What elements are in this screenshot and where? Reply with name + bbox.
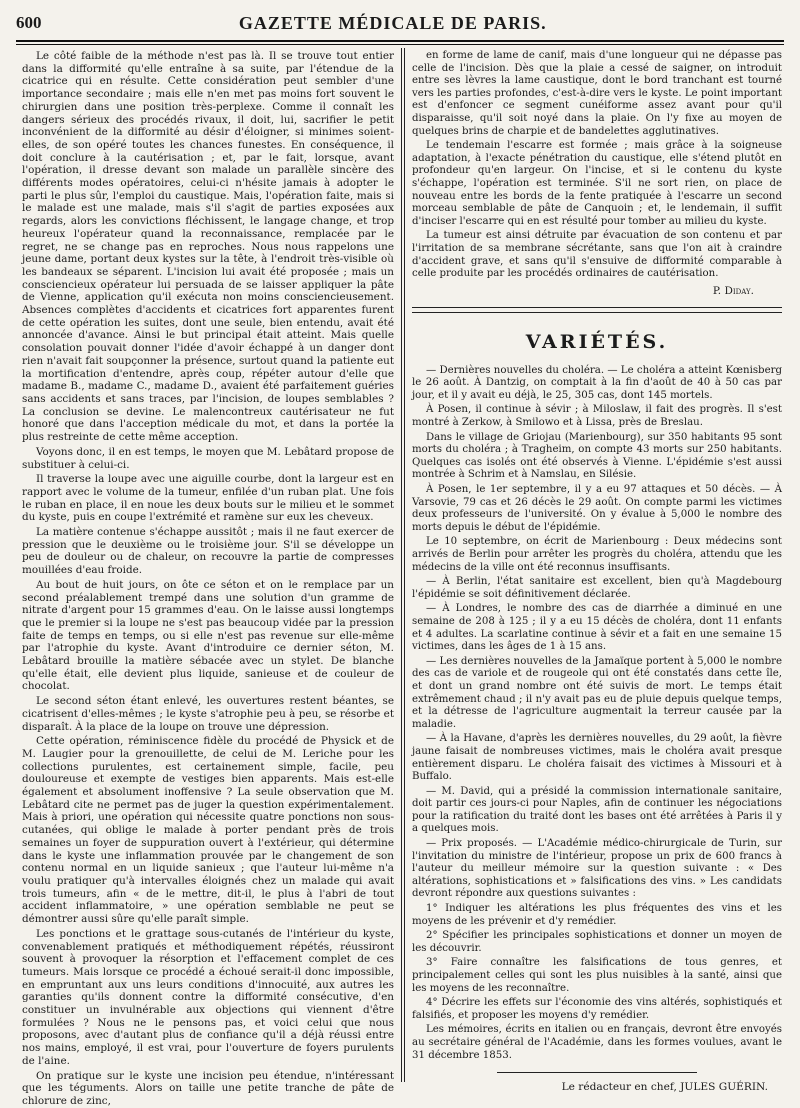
news-paragraph: 3° Faire connaître les falsifications de tous genres, et principalement celles qui sont les plus nuisibles à la santé, ainsi que les moyens de les reconnaître. — [412, 957, 782, 994]
news-paragraph: À Posen, le 1er septembre, il y a eu 97 attaques et 50 décès. — À Varsovie, 79 cas et 26 décès le 29 août. On compte parmi les victimes deux professeurs de l'université. On y évalue à 5,000 le nombre des morts depuis le début de l'épidémie. — [412, 484, 782, 533]
section-rule — [412, 307, 782, 308]
header-rule — [16, 40, 784, 42]
article-paragraph: Le second séton étant enlevé, les ouvertures restent béantes, se cicatrisent d'elles-mêmes ; le kyste s'atrophie peu à peu, se résorbe et disparaît. À la place de la loupe on trouve une dépression. — [22, 695, 394, 733]
left-column — [22, 50, 394, 1107]
page-header — [16, 10, 784, 36]
news-paragraph: Dans le village de Griojau (Marienbourg), sur 350 habitants 95 sont morts du choléra ; à Tragheim, on compte 43 morts sur 250 habitants. Quelques cas isolés ont été observés à Vienne. L'épidémie s'est aussi montrée à Schrim et à Namslau, en Silésie. — [412, 431, 782, 481]
news-paragraph: 1° Indiquer les altérations les plus fréquentes des vins et les moyens de les prévenir et d'y remédier. — [412, 903, 782, 927]
section-title: VARIÉTÉS. — [525, 330, 669, 353]
news-paragraph: Les mémoires, écrits en italien ou en français, devront être envoyés au secrétaire général de l'Académie, dans les formes voulues, avant le 31 décembre 1853. — [412, 1024, 782, 1061]
article-paragraph: Au bout de huit jours, on ôte ce séton et on le remplace par un second préalablement trempé dans une solution d'un gramme de nitrate d'argent pour 15 grammes d'eau. On le laisse aussi longtemps que le premier si la loupe ne s'est pas beaucoup vidée par la pression faite de temps en temps, ou si elle n'est pas revenue sur elle-même par l'atrophie du kyste. Avant d'introduire ce dernier séton, M. Lebâtard brouille la matière sébacée avec un stylet. De blanche qu'elle était, elle devient plus liquide, sanieuse et de couleur de chocolat. — [22, 578, 394, 693]
article-paragraph: en forme de lame de canif, mais d'une longueur qui ne dépasse pas celle de l'incision. Dès que la plaie a cessé de saigner, on introduit entre ses lèvres la lame caustique, dont le bord tranchant est tourné vers les parties profondes, c'est-à-dire vers le kyste. Le point important est d'enfoncer ce segment cunéiforme assez avant pour qu'il disparaisse, qu'il soit noyé dans la plaie. On l'y fixe au moyen de quelques brins de charpie et de bandelettes agglutinatives. — [412, 50, 782, 137]
article-paragraph: Les ponctions et le grattage sous-cutanés de l'intérieur du kyste, convenablement pratiqués et méthodiquement répétés, réussiront souvent à provoquer la résorption et l'effacement complet de ces tumeurs. Mais lorsque ce procédé a échoué serait-il donc impossible, en empruntant aux uns leurs conditions d'innocuité, aux autres les garanties qu'ils donnent contre la difformité consécutive, d'en constituer un invulnérable aux objections qui viennent d'être formulées ? Nous ne le pensons pas, et voici celui que nous proposons, avec d'autant plus de confiance qu'il a déjà réussi entre nos mains, employé, il est vrai, pour l'ouverture de foyers purulents de l'aine. — [22, 927, 394, 1067]
editor-line: Le rédacteur en chef, JULES GUÉRIN. — [561, 1081, 768, 1094]
news-paragraph: — À Londres, le nombre des cas de diarrhée a diminué en une semaine de 208 à 125 ; il y a eu 15 décès de choléra, dont 11 enfants et 4 adultes. La scarlatine continue à sévir et a fait en une semaine 15 victimes, dans les âges de 1 à 15 ans. — [412, 603, 782, 653]
news-paragraph: — M. David, qui a présidé la commission internationale sanitaire, doit partir ces jours-ci pour Naples, afin de continuer les négociations pour la ratification du traité dont les bases ont été arrêtées à Paris il y a quelques mois. — [412, 785, 782, 835]
article-paragraph: Le tendemain l'escarre est formée ; mais grâce à la soigneuse adaptation, à l'exacte pénétration du caustique, elle s'étend plutôt en profondeur qu'en largeur. On l'incise, et si le contenu du kyste s'échappe, l'opération est terminée. S'il ne sort rien, on place de nouveau entre les bords de la fente pratiquée à l'escarre un second morceau semblable de pâte de Canquoin ; et, le lendemain, il suffit d'inciser l'escarre qui en est résulté pour tomber au milieu du kyste. — [412, 140, 782, 227]
column-divider — [401, 48, 402, 1082]
journal-title: GAZETTE MÉDICALE DE PARIS. — [238, 12, 547, 33]
article-paragraph: La matière contenue s'échappe aussitôt ; mais il ne faut exercer de pression que le deuxième ou le troisième jour. S'il se développe un peu de douleur ou de chaleur, on recouvre la partie de compresses mouillées d'eau froide. — [22, 526, 394, 577]
news-paragraph: — Les dernières nouvelles de la Jamaïque portent à 5,000 le nombre des cas de variole et de rougeole qui ont été constatés dans cette île, et dont un grand nombre ont été suivis de mort. Le temps était extrêmement chaud ; il n'y avait pas eu de pluie depuis quelque temps, et la détresse de l'agriculture augmentait la terreur causée par la maladie. — [412, 655, 782, 730]
article-paragraph: Voyons donc, il en est temps, le moyen que M. Lebâtard propose de substituer à celui-ci. — [22, 445, 394, 471]
article-signature: P. Diday. — [712, 284, 754, 297]
article-paragraph: Le côté faible de la méthode n'est pas là. Il se trouve tout entier dans la difformité qu'elle entraîne à sa suite, par l'étendue de la cicatrice qui en résulte. Cette considération peut sembler d'une importance secondaire ; mais elle n'en met pas moins fort souvent le chirurgien dans une position très-perplexe. Comme il connaît les dangers sérieux des procédés rivaux, il doit, lui, sacrifier le petit inconvénient de la difformité au désir d'éloigner, si minimes soient-elles, de son opéré toutes les chances funestes. En conséquence, il doit conclure à la cautérisation ; et, par le fait, lorsque, avant l'opération, il dresse devant son malade un parallèle sincère des différents modes opératoires, celui-ci n'hésite jamais à adopter le parti le plus sûr, l'emploi du caustique. Mais, l'opération faite, mais si le malade est une malade, mais s'il s'agit de parties exposées aux regards, alors les convictions fléchissent, le langage change, et trop heureux l'opérateur quand la reconnaissance, remplacée par le regret, ne se change pas en reproches. Nous nous rappelons une jeune dame, portant deux kystes sur la tête, à l'endroit très-visible où les bandeaux se séparent. L'incision lui avait été proposée ; mais un consciencieux opérateur lui persuada de se laisser appliquer la pâte de Vienne, application qu'il exécuta non moins consciencieusement. Absences complètes d'accidents et cicatrices fort apparentes furent de cette opération les suites, dont une seule, bien entendu, avait été annoncée d'avance. Ainsi le but principal était atteint. Mais quelle consolation pouvait donner l'idée d'avoir échappé à un danger dont rien n'avait fait soupçonner la présence, surtout quand la patiente eut la mortification d'entendre, après coup, répéter autour d'elle que madame B., madame C., madame D., avaient été parfaitement guéries sans accidents et sans traces, par l'incision, de loupes semblables ? La conclusion se devine. Le malencontreux cautérisateur ne fut honoré que dans l'acception médicale du mot, et dans la portée la plus restreinte de cette même acception. — [22, 50, 394, 444]
article-paragraph: Cette opération, réminiscence fidèle du procédé de Physick et de M. Laugier pour la grenouillette, de celui de M. Leriche pour les collections purulentes, est certainement simple, facile, peu douloureuse et exempte de vestiges bien apparents. Mais est-elle également et absolument inoffensive ? La seule observation que M. Lebâtard cite ne permet pas de juger la question expérimentalement. Mais à priori, une opération qui nécessite quatre ponctions non sous-cutanées, qui oblige le malade à porter pendant près de trois semaines un foyer de suppuration ouvert à l'extérieur, qui détermine dans le kyste une inflammation prouvée par le changement de son contenu normal en un liquide sanieux ; que l'auteur lui-même n'a voulu pratiquer qu'à intervalles éloignés chez un malade qui avait trois tumeurs, afin « de le mettre, dit-il, le plus à l'abri de tout accident inflammatoire, » une opération semblable ne peut se démontrer aussi sûre qu'elle paraît simple. — [22, 735, 394, 926]
header-rule-thin — [16, 44, 784, 45]
news-paragraph: — À la Havane, d'après les dernières nouvelles, du 29 août, la fièvre jaune faisait de nombreuses victimes, mais le choléra avait presque entièrement disparu. Le choléra faisait des victimes à Missouri et à Buffalo. — [412, 733, 782, 783]
section-rule-thin — [412, 312, 782, 313]
closing-rule — [497, 1072, 697, 1073]
page-number: 600 — [16, 13, 42, 32]
column-divider — [404, 48, 405, 1082]
news-paragraph: — À Berlin, l'état sanitaire est excellent, bien qu'à Magdebourg l'épidémie se soit définitivement déclarée. — [412, 576, 782, 600]
news-paragraph: 2° Spécifier les principales sophistications et donner un moyen de les découvrir. — [412, 930, 782, 954]
news-paragraph: À Posen, il continue à sévir ; à Miloslaw, il fait des progrès. Il s'est montré à Zerkow, à Smilowo et à Lissa, près de Breslau. — [412, 404, 782, 429]
news-paragraph: 4° Décrire les effets sur l'économie des vins altérés, sophistiqués et falsifiés, et proposer les moyens d'y remédier. — [412, 997, 782, 1021]
article-paragraph: La tumeur est ainsi détruite par évacuation de son contenu et par l'irritation de sa membrane sécrétante, sans que l'on ait à craindre d'accident grave, et sans qu'il s'ensuive de difformité comparable à celle produite par les procédés ordinaires de cautérisation. — [412, 230, 782, 280]
news-paragraph: — Dernières nouvelles du choléra. — Le choléra a atteint Kœnisberg le 26 août. À Dantzig, on comptait à la fin d'août de 40 à 50 cas par jour, et il y avait eu déjà, le 25, 305 cas, dont 145 mortels. — [412, 364, 782, 401]
article-paragraph: On pratique sur le kyste une incision peu étendue, n'intéressant que les téguments. Alors on taille une petite tranche de pâte de chlorure de zinc, — [22, 1069, 394, 1107]
news-paragraph: — Prix proposés. — L'Académie médico-chirurgicale de Turin, sur l'invitation du ministre de l'intérieur, propose un prix de 600 francs à l'auteur du meilleur mémoire sur la question suivante : « Des altérations, sophistications et » falsifications des vins. » Les candidats devront répondre aux questions suivantes : — [412, 838, 782, 900]
right-column — [412, 50, 782, 1094]
article-paragraph: Il traverse la loupe avec une aiguille courbe, dont la largeur est en rapport avec le volume de la tumeur, enfilée d'un ruban plat. Une fois le ruban en place, il en noue les deux bouts sur le milieu et le sommet du kyste, puis en coupe l'extrémité et ramène sur eux les cheveux. — [22, 473, 394, 524]
news-paragraph: Le 10 septembre, on écrit de Marienbourg : Deux médecins sont arrivés de Berlin pour arrêter les progrès du choléra, attendu que les médecins de la ville ont été reconnus insuffisants. — [412, 536, 782, 573]
